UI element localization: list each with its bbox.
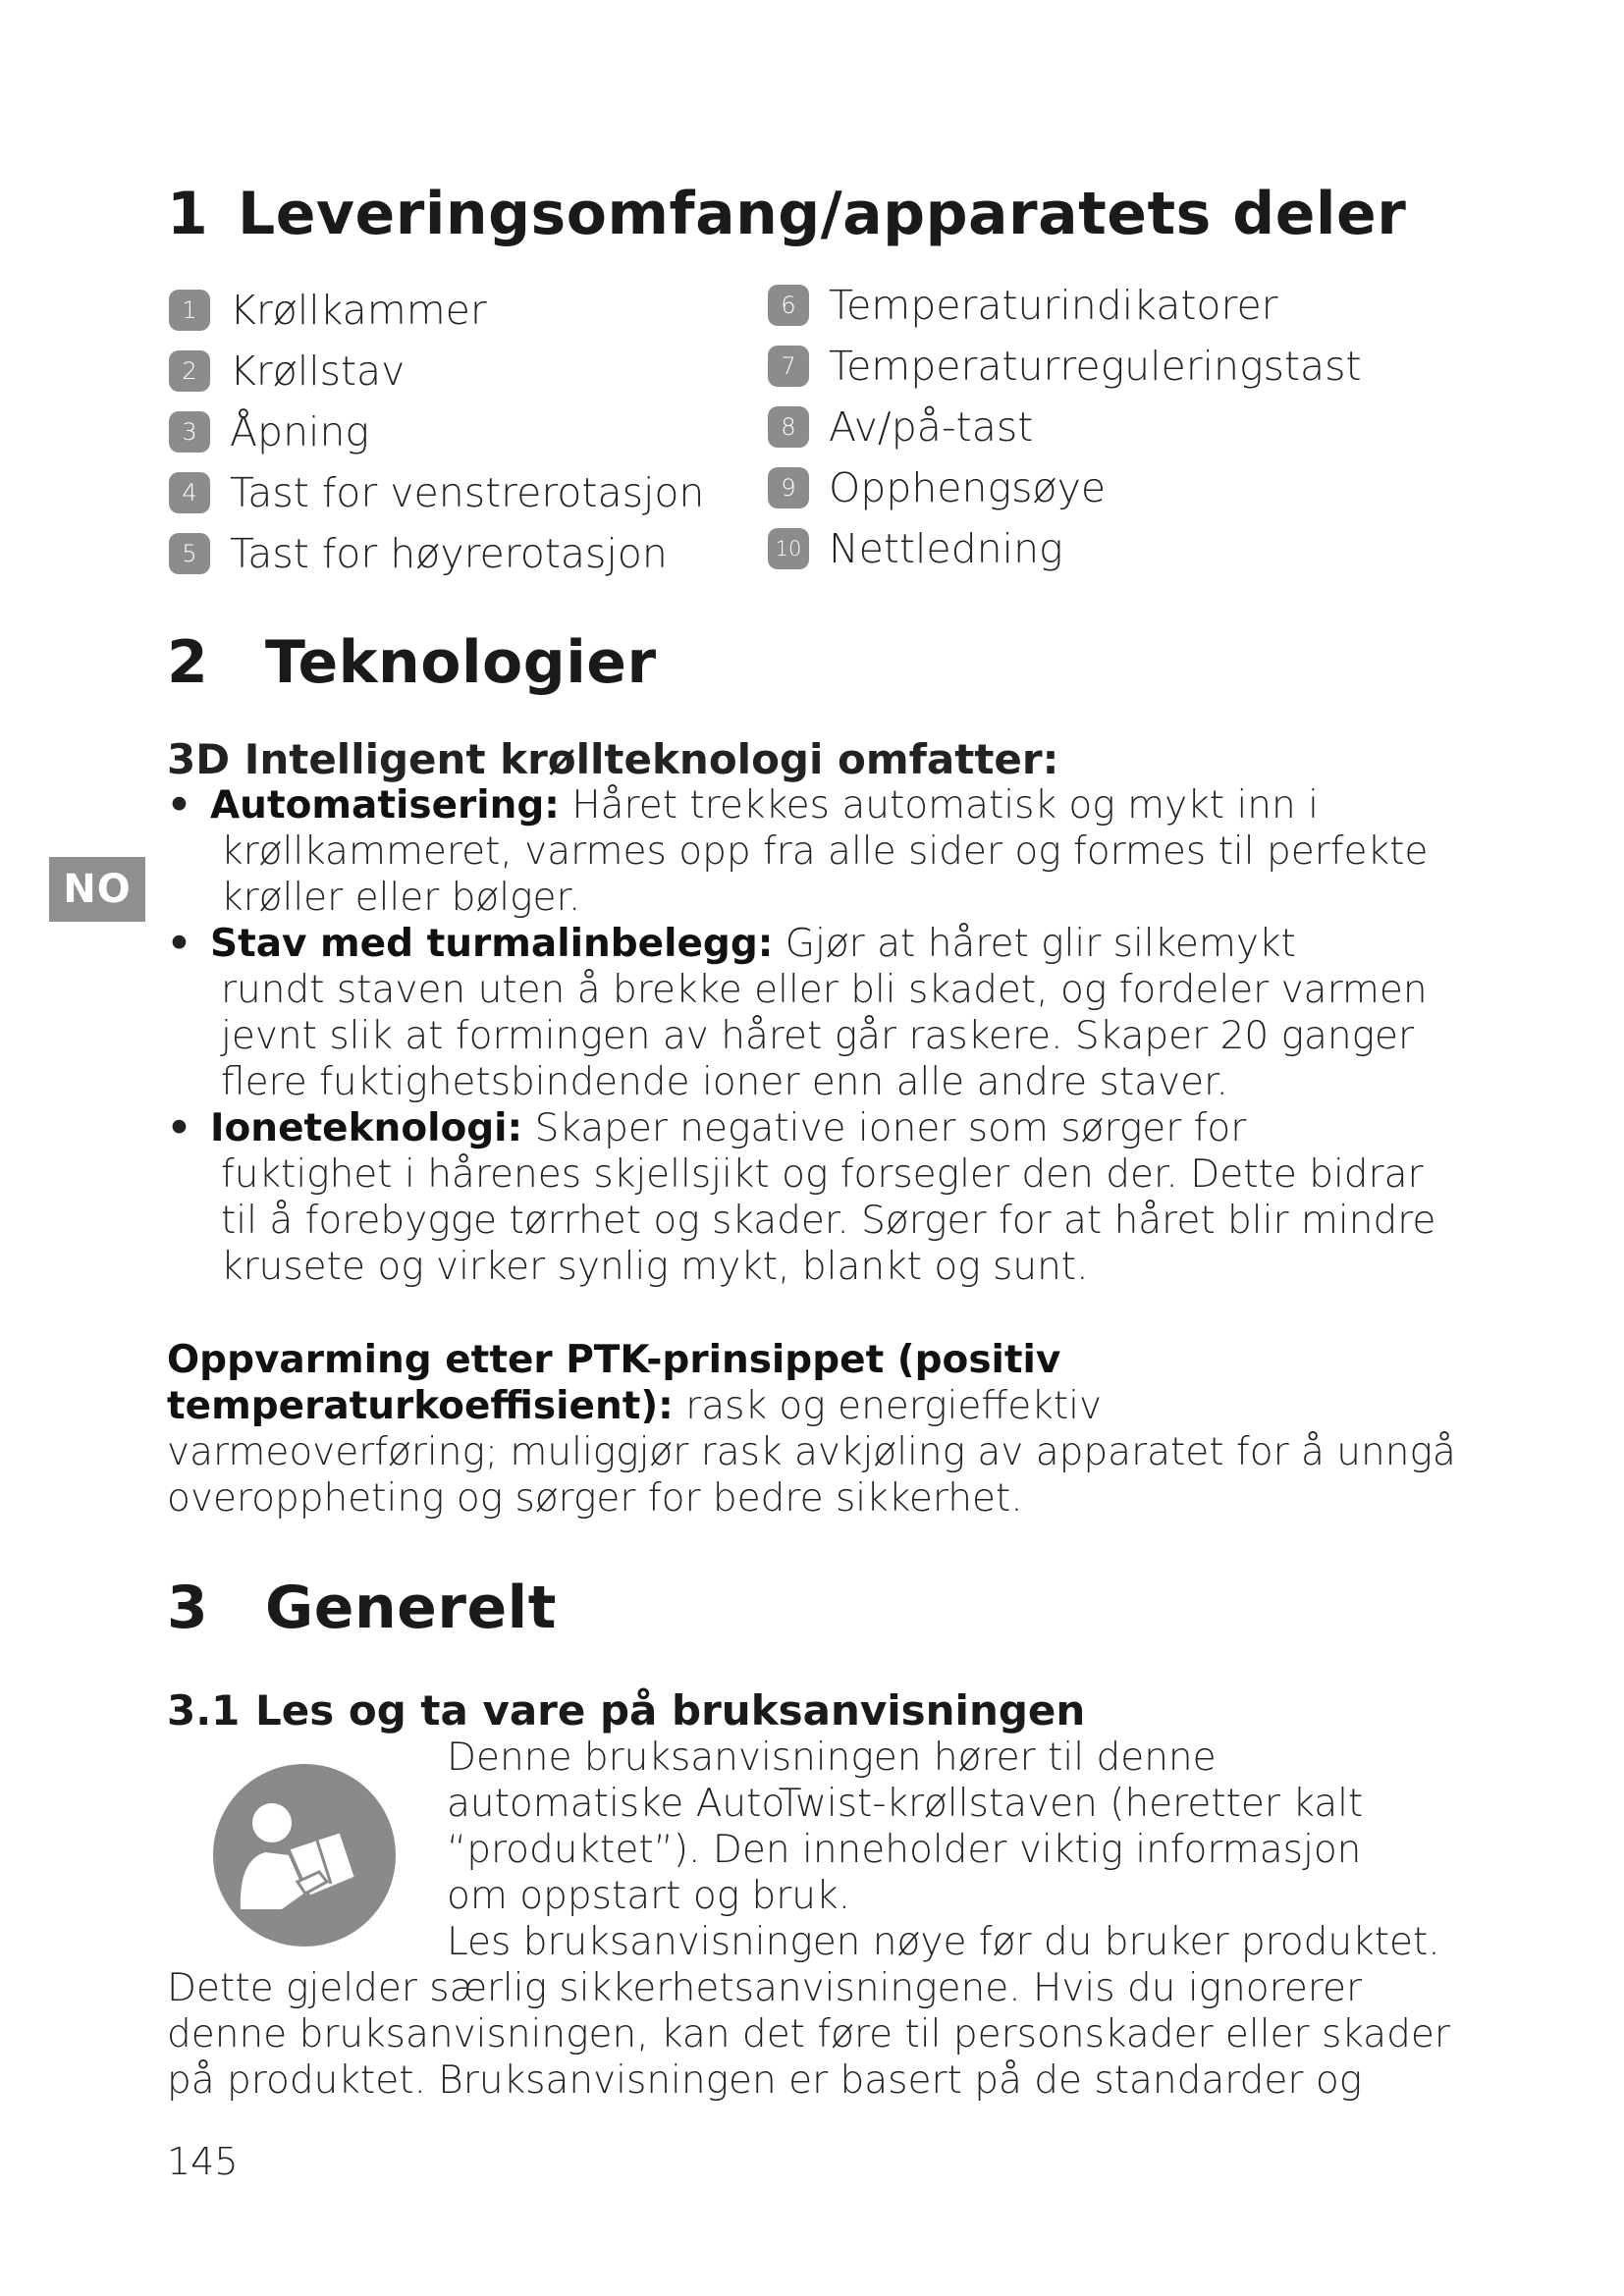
general-line: om oppstart og bruk. bbox=[447, 1874, 851, 1918]
bullet-text-line: jevnt slik at formingen av håret går raskere. Skaper 20 ganger bbox=[221, 1014, 1415, 1058]
ptc-text-line: overoppheting og sørger for bedre sikkerhet. bbox=[167, 1476, 1023, 1521]
part-item bbox=[768, 397, 1362, 457]
page-number: 145 bbox=[167, 2140, 239, 2183]
part-number-badge: 1 bbox=[169, 290, 210, 331]
part-label: Tast for venstrerotasjon bbox=[230, 469, 705, 516]
parts-list-left bbox=[169, 280, 704, 584]
read-manual-icon bbox=[211, 1762, 398, 1949]
technology-block bbox=[167, 736, 1435, 1290]
bullet-text: Håret trekkes automatisk og mykt inn i bbox=[571, 783, 1319, 828]
general-line: Dette gjelder særlig sikkerhetsanvisningene. Hvis du ignorerer bbox=[167, 1966, 1363, 2010]
part-item bbox=[169, 401, 704, 462]
general-intro-text bbox=[447, 1735, 1440, 1965]
part-label: Temperaturindikatorer bbox=[829, 282, 1278, 329]
part-item bbox=[768, 275, 1362, 336]
ptc-text: rask og energieffektiv bbox=[685, 1384, 1103, 1428]
part-number-badge: 4 bbox=[169, 472, 210, 513]
parts-list-right bbox=[768, 275, 1362, 579]
part-number-badge: 9 bbox=[768, 467, 809, 508]
ptc-heading: Oppvarming etter PTK-prinsippet (positiv bbox=[167, 1338, 1061, 1382]
ptc-paragraph bbox=[167, 1337, 1456, 1522]
ptc-text-line: varmeoverføring; muliggjør rask avkjøling av apparatet for å unngå bbox=[167, 1430, 1456, 1474]
section-2-title: Teknologier bbox=[265, 628, 657, 697]
bullet-term: Ioneteknologi: bbox=[210, 1106, 523, 1150]
bullet-text-line: rundt staven uten å brekke eller bli skadet, og fordeler varmen bbox=[221, 968, 1428, 1012]
bullet-text-line: fuktighet i hårenes skjellsjikt og forsegler den der. Dette bidrar bbox=[221, 1152, 1424, 1197]
part-label: Tast for høyrerotasjon bbox=[230, 530, 668, 577]
part-item bbox=[768, 457, 1362, 518]
subsection-3-1-heading bbox=[167, 1686, 1085, 1735]
bullet-text-line: krusete og virker synlig mykt, blankt og sunt. bbox=[221, 1245, 1089, 1289]
part-number-badge: 8 bbox=[768, 406, 809, 448]
tech-heading: 3D Intelligent krøllteknologi omfatter: bbox=[167, 735, 1059, 783]
part-number-badge: 7 bbox=[768, 346, 809, 387]
part-item bbox=[169, 280, 704, 341]
general-line: “produktet”). Den inneholder viktig informasjon bbox=[447, 1828, 1362, 1872]
part-label: Nettledning bbox=[829, 525, 1063, 572]
bullet-term: Stav med turmalinbelegg: bbox=[210, 922, 774, 966]
bullet-dot: • bbox=[167, 1106, 191, 1150]
bullet-dot: • bbox=[167, 922, 191, 966]
section-2-heading bbox=[167, 628, 657, 697]
ptc-heading-cont: temperaturkoeffisient): bbox=[167, 1384, 674, 1428]
part-item bbox=[169, 523, 704, 584]
part-label: Krøllstav bbox=[230, 347, 406, 395]
part-label: Åpning bbox=[230, 408, 370, 455]
bullet-dot: • bbox=[167, 783, 191, 828]
part-number-badge: 10 bbox=[768, 528, 809, 569]
section-2-number: 2 bbox=[167, 628, 209, 697]
bullet-text: Skaper negative ioner som sørger for bbox=[534, 1106, 1247, 1150]
part-label: Krøllkammer bbox=[230, 287, 487, 334]
general-line: på produktet. Bruksanvisningen er basert på de standarder og bbox=[167, 2058, 1363, 2103]
bullet-text-line: til å forebygge tørrhet og skader. Sørger for at håret blir mindre bbox=[221, 1199, 1436, 1243]
part-number-badge: 6 bbox=[768, 285, 809, 326]
bullet-tourmaline bbox=[167, 921, 1435, 967]
bullet-term: Automatisering: bbox=[210, 783, 560, 828]
bullet-text: Gjør at håret glir silkemykt bbox=[785, 922, 1296, 966]
part-label: Av/på-tast bbox=[829, 403, 1034, 451]
bullet-ion bbox=[167, 1105, 1435, 1151]
part-item bbox=[768, 336, 1362, 397]
part-label: Opphengsøye bbox=[829, 464, 1107, 511]
section-3-heading bbox=[167, 1574, 557, 1642]
subsection-number: 3.1 bbox=[167, 1686, 241, 1735]
general-body-text bbox=[167, 1965, 1450, 2104]
part-item bbox=[768, 518, 1362, 579]
bullet-automation bbox=[167, 782, 1435, 828]
part-item bbox=[169, 341, 704, 401]
section-1-number: 1 bbox=[167, 180, 209, 248]
general-line: Les bruksanvisningen nøye før du bruker produktet. bbox=[447, 1920, 1440, 1964]
part-number-badge: 3 bbox=[169, 411, 210, 453]
part-label: Temperaturreguleringstast bbox=[829, 343, 1362, 390]
language-side-tab: NO bbox=[49, 857, 145, 922]
bullet-text-line: krøllkammeret, varmes opp fra alle sider og formes til perfekte bbox=[221, 829, 1429, 874]
section-1-title: Leveringsomfang/apparatets deler bbox=[238, 180, 1407, 248]
part-item bbox=[169, 462, 704, 523]
section-1-heading bbox=[167, 180, 1407, 248]
section-3-title: Generelt bbox=[265, 1574, 557, 1642]
subsection-title: Les og ta vare på bruksanvisningen bbox=[255, 1686, 1086, 1735]
general-line: denne bruksanvisningen, kan det føre til personskader eller skader bbox=[167, 2012, 1450, 2056]
section-3-number: 3 bbox=[167, 1574, 209, 1642]
part-number-badge: 5 bbox=[169, 533, 210, 574]
general-line: automatiske AutoTwist-krøllstaven (heretter kalt bbox=[447, 1782, 1364, 1826]
general-line: Denne bruksanvisningen hører til denne bbox=[447, 1735, 1217, 1780]
part-number-badge: 2 bbox=[169, 350, 210, 392]
bullet-text-line: krøller eller bølger. bbox=[221, 876, 581, 920]
bullet-text-line: flere fuktighetsbindende ioner enn alle andre staver. bbox=[221, 1060, 1228, 1104]
